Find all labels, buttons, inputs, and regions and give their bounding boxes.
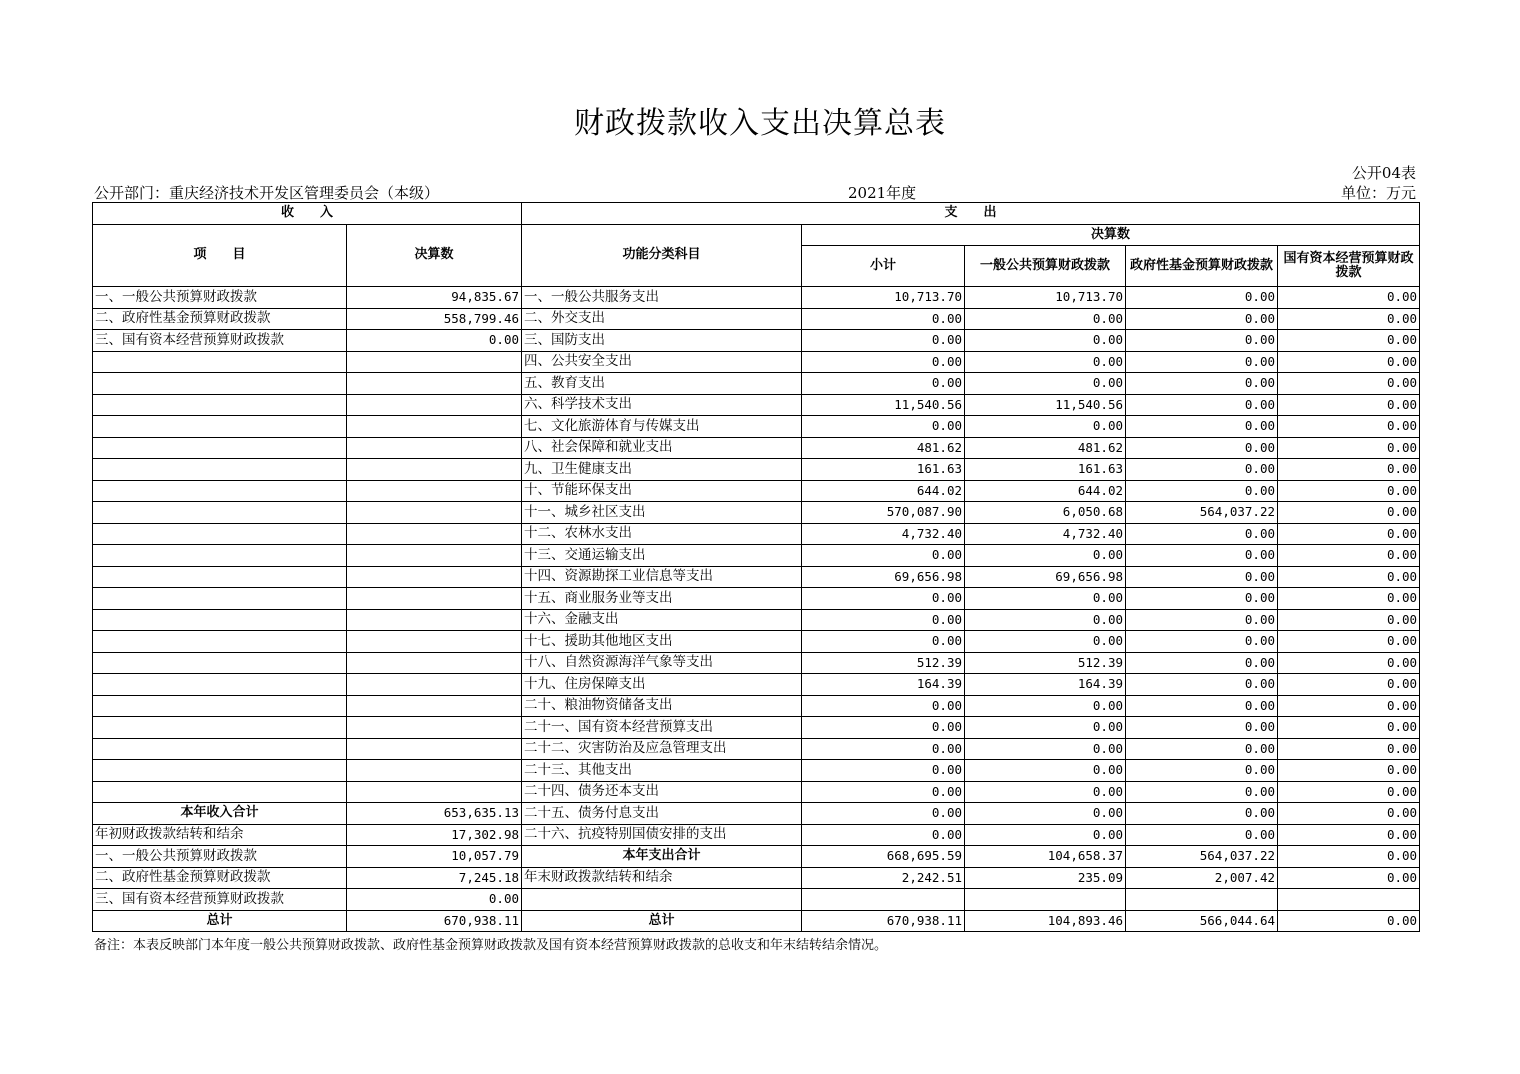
table-body: [93, 287, 1420, 932]
expense-category-cell: 十七、援助其他地区支出: [522, 631, 802, 653]
income-amount-cell: 0.00: [347, 889, 522, 911]
state-capital-cell: 0.00: [1278, 459, 1420, 481]
income-item-cell: [93, 609, 347, 631]
table-row: [93, 631, 1420, 653]
table-row: [93, 459, 1420, 481]
income-item-cell: 二、政府性基金预算财政拨款: [93, 308, 347, 330]
expense-category-cell: 八、社会保障和就业支出: [522, 437, 802, 459]
income-amount-cell: 670,938.11: [347, 910, 522, 932]
income-amount-cell: [347, 459, 522, 481]
income-item-cell: 年初财政拨款结转和结余: [93, 824, 347, 846]
gov-fund-cell: 564,037.22: [1126, 502, 1278, 524]
table-row: [93, 738, 1420, 760]
income-item-cell: 三、国有资本经营预算财政拨款: [93, 330, 347, 352]
state-capital-cell: 0.00: [1278, 566, 1420, 588]
table-row: [93, 910, 1420, 932]
general-budget-cell: 164.39: [965, 674, 1126, 696]
income-item-cell: [93, 781, 347, 803]
general-budget-cell: 104,893.46: [965, 910, 1126, 932]
state-capital-cell: 0.00: [1278, 674, 1420, 696]
general-budget-cell: 644.02: [965, 480, 1126, 502]
income-amount-cell: 10,057.79: [347, 846, 522, 868]
decision-header: 决算数: [802, 224, 1420, 246]
table-row: [93, 609, 1420, 631]
subtotal-cell: 0.00: [802, 738, 965, 760]
gov-fund-cell: 0.00: [1126, 781, 1278, 803]
footnote: 备注：本表反映部门本年度一般公共预算财政拨款、政府性基金预算财政拨款及国有资本经营预算财政拨款的总收支和年末结转结余情况。: [94, 938, 888, 953]
income-item-cell: [93, 588, 347, 610]
gov-fund-cell: 0.00: [1126, 652, 1278, 674]
income-amount-cell: [347, 738, 522, 760]
income-amount-cell: 653,635.13: [347, 803, 522, 825]
expense-category-cell: 二十三、其他支出: [522, 760, 802, 782]
income-amount-cell: 7,245.18: [347, 867, 522, 889]
income-amount-cell: [347, 416, 522, 438]
table-row: [93, 867, 1420, 889]
state-capital-header: 国有资本经营预算财政拨款: [1278, 246, 1420, 287]
gov-fund-cell: 0.00: [1126, 416, 1278, 438]
table-row: [93, 588, 1420, 610]
general-budget-cell: 0.00: [965, 545, 1126, 567]
income-amount-cell: [347, 717, 522, 739]
general-budget-cell: 0.00: [965, 717, 1126, 739]
general-budget-cell: 0.00: [965, 781, 1126, 803]
general-budget-cell: 161.63: [965, 459, 1126, 481]
department-label: 公开部门：重庆经济技术开发区管理委员会（本级）: [94, 184, 440, 202]
income-amount-cell: [347, 695, 522, 717]
table-row: [93, 480, 1420, 502]
gov-fund-cell: 0.00: [1126, 394, 1278, 416]
subtotal-cell: 0.00: [802, 588, 965, 610]
income-item-cell: [93, 373, 347, 395]
subtotal-header: 小计: [802, 246, 965, 287]
general-budget-cell: 0.00: [965, 416, 1126, 438]
state-capital-cell: 0.00: [1278, 588, 1420, 610]
state-capital-cell: 0.00: [1278, 760, 1420, 782]
income-amount-cell: [347, 674, 522, 696]
gov-fund-cell: 0.00: [1126, 308, 1278, 330]
state-capital-cell: 0.00: [1278, 287, 1420, 309]
gov-fund-cell: 0.00: [1126, 480, 1278, 502]
table-row: [93, 717, 1420, 739]
income-amount-cell: [347, 631, 522, 653]
gov-fund-cell: 0.00: [1126, 566, 1278, 588]
form-number: 公开04表: [1351, 164, 1416, 182]
income-item-cell: [93, 351, 347, 373]
table-row: [93, 394, 1420, 416]
income-amount-cell: [347, 566, 522, 588]
state-capital-cell: 0.00: [1278, 738, 1420, 760]
table-row: [93, 308, 1420, 330]
budget-table: [92, 202, 1420, 932]
subtotal-cell: 0.00: [802, 373, 965, 395]
income-item-cell: [93, 416, 347, 438]
subtotal-cell: 2,242.51: [802, 867, 965, 889]
income-item-cell: [93, 523, 347, 545]
expense-category-cell: 四、公共安全支出: [522, 351, 802, 373]
expense-category-cell: 二十五、债务付息支出: [522, 803, 802, 825]
general-budget-cell: 11,540.56: [965, 394, 1126, 416]
gov-fund-cell: 0.00: [1126, 437, 1278, 459]
expense-category-cell: 二十二、灾害防治及应急管理支出: [522, 738, 802, 760]
table-row: [93, 803, 1420, 825]
table-row: [93, 545, 1420, 567]
subtotal-cell: 69,656.98: [802, 566, 965, 588]
income-item-cell: [93, 566, 347, 588]
expense-category-cell: 二十六、抗疫特别国债安排的支出: [522, 824, 802, 846]
income-item-cell: [93, 674, 347, 696]
amount-header: 决算数: [347, 224, 522, 287]
table-row: [93, 330, 1420, 352]
expense-category-cell: 二十四、债务还本支出: [522, 781, 802, 803]
general-budget-cell: 481.62: [965, 437, 1126, 459]
gov-fund-cell: 0.00: [1126, 674, 1278, 696]
general-budget-cell: 0.00: [965, 695, 1126, 717]
subtotal-cell: 0.00: [802, 351, 965, 373]
state-capital-cell: 0.00: [1278, 545, 1420, 567]
gov-fund-cell: 566,044.64: [1126, 910, 1278, 932]
gov-fund-cell: 0.00: [1126, 717, 1278, 739]
income-item-cell: [93, 502, 347, 524]
subtotal-cell: 0.00: [802, 609, 965, 631]
item-header: 项 目: [93, 224, 347, 287]
state-capital-cell: 0.00: [1278, 652, 1420, 674]
gov-fund-cell: 0.00: [1126, 760, 1278, 782]
gov-fund-cell: 564,037.22: [1126, 846, 1278, 868]
expense-category-cell: 十五、商业服务业等支出: [522, 588, 802, 610]
income-amount-cell: [347, 652, 522, 674]
subtotal-cell: 0.00: [802, 545, 965, 567]
subtotal-cell: 11,540.56: [802, 394, 965, 416]
state-capital-cell: 0.00: [1278, 502, 1420, 524]
state-capital-cell: 0.00: [1278, 480, 1420, 502]
state-capital-cell: 0.00: [1278, 846, 1420, 868]
income-amount-cell: [347, 609, 522, 631]
general-budget-cell: 0.00: [965, 824, 1126, 846]
subtotal-cell: 161.63: [802, 459, 965, 481]
gov-fund-cell: [1126, 889, 1278, 911]
gov-fund-cell: 0.00: [1126, 588, 1278, 610]
expense-category-cell: 十一、城乡社区支出: [522, 502, 802, 524]
fiscal-year: 2021年度: [848, 184, 917, 202]
general-budget-cell: 0.00: [965, 330, 1126, 352]
general-budget-cell: 69,656.98: [965, 566, 1126, 588]
subtotal-cell: 10,713.70: [802, 287, 965, 309]
table-row: [93, 373, 1420, 395]
income-item-cell: [93, 760, 347, 782]
table-row: [93, 889, 1420, 911]
state-capital-cell: 0.00: [1278, 824, 1420, 846]
income-amount-cell: [347, 351, 522, 373]
general-budget-cell: 0.00: [965, 760, 1126, 782]
state-capital-cell: 0.00: [1278, 523, 1420, 545]
income-item-cell: 一、一般公共预算财政拨款: [93, 846, 347, 868]
subtotal-cell: 0.00: [802, 781, 965, 803]
general-budget-cell: 0.00: [965, 373, 1126, 395]
income-amount-cell: 0.00: [347, 330, 522, 352]
income-amount-cell: [347, 781, 522, 803]
func-category-header: 功能分类科目: [522, 224, 802, 287]
expense-category-cell: 十九、住房保障支出: [522, 674, 802, 696]
income-item-cell: [93, 459, 347, 481]
gov-fund-cell: 0.00: [1126, 695, 1278, 717]
expense-category-cell: 十八、自然资源海洋气象等支出: [522, 652, 802, 674]
gov-fund-cell: 0.00: [1126, 738, 1278, 760]
subtotal-cell: 670,938.11: [802, 910, 965, 932]
income-amount-cell: 94,835.67: [347, 287, 522, 309]
subtotal-cell: 481.62: [802, 437, 965, 459]
gov-fund-cell: 0.00: [1126, 373, 1278, 395]
expense-category-cell: 三、国防支出: [522, 330, 802, 352]
income-amount-cell: [347, 373, 522, 395]
state-capital-cell: 0.00: [1278, 781, 1420, 803]
state-capital-cell: [1278, 889, 1420, 911]
income-item-cell: [93, 738, 347, 760]
expense-category-cell: 九、卫生健康支出: [522, 459, 802, 481]
general-budget-cell: 0.00: [965, 631, 1126, 653]
income-amount-cell: [347, 760, 522, 782]
income-item-cell: 一、一般公共预算财政拨款: [93, 287, 347, 309]
state-capital-cell: 0.00: [1278, 416, 1420, 438]
income-amount-cell: [347, 588, 522, 610]
general-budget-cell: 10,713.70: [965, 287, 1126, 309]
income-item-cell: 三、国有资本经营预算财政拨款: [93, 889, 347, 911]
table-header: [93, 203, 1420, 287]
subtotal-cell: 668,695.59: [802, 846, 965, 868]
general-budget-cell: 0.00: [965, 803, 1126, 825]
gov-fund-cell: 0.00: [1126, 803, 1278, 825]
expense-category-cell: 六、科学技术支出: [522, 394, 802, 416]
subtotal-cell: 0.00: [802, 760, 965, 782]
income-item-cell: [93, 695, 347, 717]
general-budget-cell: 6,050.68: [965, 502, 1126, 524]
expense-category-cell: 十六、金融支出: [522, 609, 802, 631]
income-amount-cell: 558,799.46: [347, 308, 522, 330]
gov-fund-cell: 0.00: [1126, 287, 1278, 309]
subtotal-cell: [802, 889, 965, 911]
table-row: [93, 287, 1420, 309]
table-row: [93, 502, 1420, 524]
state-capital-cell: 0.00: [1278, 394, 1420, 416]
table-row: [93, 437, 1420, 459]
income-item-cell: [93, 652, 347, 674]
table-row: [93, 523, 1420, 545]
table-row: [93, 760, 1420, 782]
expense-category-cell: 总计: [522, 910, 802, 932]
expense-category-cell: 二十、粮油物资储备支出: [522, 695, 802, 717]
state-capital-cell: 0.00: [1278, 717, 1420, 739]
gov-fund-cell: 0.00: [1126, 351, 1278, 373]
expense-category-cell: 七、文化旅游体育与传媒支出: [522, 416, 802, 438]
gov-fund-cell: 0.00: [1126, 545, 1278, 567]
general-budget-header: 一般公共预算财政拨款: [965, 246, 1126, 287]
unit-label: 单位：万元: [1340, 184, 1416, 202]
expense-category-cell: 一、一般公共服务支出: [522, 287, 802, 309]
income-amount-cell: [347, 437, 522, 459]
gov-fund-cell: 0.00: [1126, 459, 1278, 481]
subtotal-cell: 4,732.40: [802, 523, 965, 545]
table-row: [93, 416, 1420, 438]
income-item-cell: [93, 545, 347, 567]
expense-category-cell: 十二、农林水支出: [522, 523, 802, 545]
table-row: [93, 674, 1420, 696]
expense-category-cell: 本年支出合计: [522, 846, 802, 868]
income-item-cell: 二、政府性基金预算财政拨款: [93, 867, 347, 889]
general-budget-cell: 0.00: [965, 308, 1126, 330]
state-capital-cell: 0.00: [1278, 373, 1420, 395]
state-capital-cell: 0.00: [1278, 803, 1420, 825]
subtotal-cell: 0.00: [802, 695, 965, 717]
income-amount-cell: [347, 394, 522, 416]
state-capital-cell: 0.00: [1278, 437, 1420, 459]
table-row: [93, 566, 1420, 588]
general-budget-cell: 0.00: [965, 738, 1126, 760]
state-capital-cell: 0.00: [1278, 351, 1420, 373]
income-item-cell: 本年收入合计: [93, 803, 347, 825]
state-capital-cell: 0.00: [1278, 631, 1420, 653]
subtotal-cell: 164.39: [802, 674, 965, 696]
expense-header: 支 出: [522, 203, 1420, 225]
expense-category-cell: 五、教育支出: [522, 373, 802, 395]
state-capital-cell: 0.00: [1278, 867, 1420, 889]
expense-category-cell: 十三、交通运输支出: [522, 545, 802, 567]
income-item-cell: [93, 437, 347, 459]
subtotal-cell: 0.00: [802, 717, 965, 739]
subtotal-cell: 570,087.90: [802, 502, 965, 524]
state-capital-cell: 0.00: [1278, 609, 1420, 631]
income-amount-cell: [347, 502, 522, 524]
gov-fund-cell: 0.00: [1126, 330, 1278, 352]
income-amount-cell: [347, 480, 522, 502]
subtotal-cell: 0.00: [802, 824, 965, 846]
table-row: [93, 652, 1420, 674]
subtotal-cell: 0.00: [802, 308, 965, 330]
table-row: [93, 695, 1420, 717]
subtotal-cell: 644.02: [802, 480, 965, 502]
income-amount-cell: [347, 523, 522, 545]
page-title: 财政拨款收入支出决算总表: [574, 106, 946, 141]
gov-fund-cell: 0.00: [1126, 609, 1278, 631]
subtotal-cell: 0.00: [802, 803, 965, 825]
subtotal-cell: 0.00: [802, 631, 965, 653]
state-capital-cell: 0.00: [1278, 910, 1420, 932]
general-budget-cell: 0.00: [965, 609, 1126, 631]
general-budget-cell: 512.39: [965, 652, 1126, 674]
state-capital-cell: 0.00: [1278, 695, 1420, 717]
table-row: [93, 846, 1420, 868]
state-capital-cell: 0.00: [1278, 330, 1420, 352]
subtotal-cell: 512.39: [802, 652, 965, 674]
income-item-cell: 总计: [93, 910, 347, 932]
gov-fund-cell: 0.00: [1126, 631, 1278, 653]
table-row: [93, 824, 1420, 846]
state-capital-cell: 0.00: [1278, 308, 1420, 330]
gov-fund-cell: 2,007.42: [1126, 867, 1278, 889]
general-budget-cell: 0.00: [965, 588, 1126, 610]
income-item-cell: [93, 717, 347, 739]
subtotal-cell: 0.00: [802, 416, 965, 438]
general-budget-cell: [965, 889, 1126, 911]
general-budget-cell: 0.00: [965, 351, 1126, 373]
table-row: [93, 351, 1420, 373]
income-item-cell: [93, 394, 347, 416]
income-item-cell: [93, 631, 347, 653]
gov-fund-cell: 0.00: [1126, 523, 1278, 545]
expense-category-cell: 二、外交支出: [522, 308, 802, 330]
table-row: [93, 781, 1420, 803]
income-item-cell: [93, 480, 347, 502]
expense-category-cell: 十四、资源勘探工业信息等支出: [522, 566, 802, 588]
gov-fund-header: 政府性基金预算财政拨款: [1126, 246, 1278, 287]
income-header: 收 入: [93, 203, 522, 225]
expense-category-cell: [522, 889, 802, 911]
income-amount-cell: 17,302.98: [347, 824, 522, 846]
general-budget-cell: 235.09: [965, 867, 1126, 889]
gov-fund-cell: 0.00: [1126, 824, 1278, 846]
income-amount-cell: [347, 545, 522, 567]
expense-category-cell: 十、节能环保支出: [522, 480, 802, 502]
general-budget-cell: 104,658.37: [965, 846, 1126, 868]
expense-category-cell: 年末财政拨款结转和结余: [522, 867, 802, 889]
general-budget-cell: 4,732.40: [965, 523, 1126, 545]
expense-category-cell: 二十一、国有资本经营预算支出: [522, 717, 802, 739]
subtotal-cell: 0.00: [802, 330, 965, 352]
